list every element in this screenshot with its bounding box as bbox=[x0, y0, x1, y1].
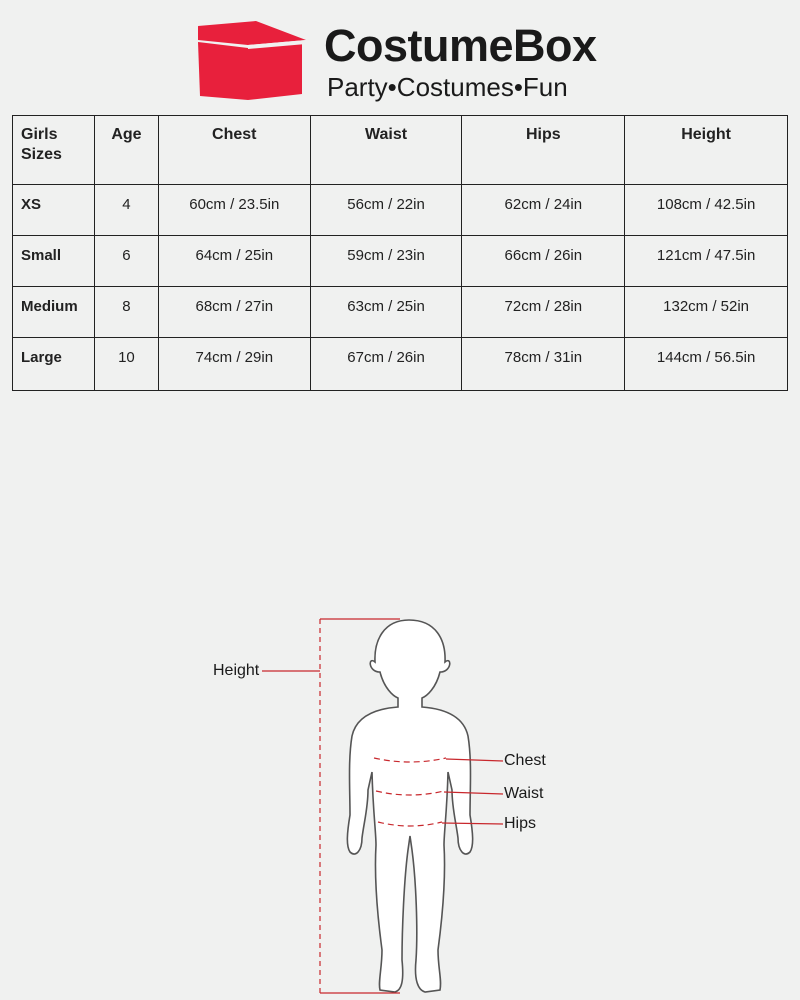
height-label: Height bbox=[213, 662, 260, 679]
cell-waist: 56cm / 22in bbox=[310, 185, 462, 236]
cell-waist: 63cm / 25in bbox=[310, 287, 462, 338]
cell-hips: 66cm / 26in bbox=[462, 236, 625, 287]
height-guide bbox=[262, 619, 400, 993]
header-chest: Chest bbox=[158, 116, 310, 185]
cell-age: 6 bbox=[94, 236, 158, 287]
cell-size: XS bbox=[13, 185, 95, 236]
cell-chest: 68cm / 27in bbox=[158, 287, 310, 338]
table-header-row bbox=[13, 116, 788, 185]
cell-height: 121cm / 47.5in bbox=[625, 236, 788, 287]
header-waist: Waist bbox=[310, 116, 462, 185]
cell-age: 10 bbox=[94, 338, 158, 391]
cell-chest: 60cm / 23.5in bbox=[158, 185, 310, 236]
cell-chest: 74cm / 29in bbox=[158, 338, 310, 391]
cell-hips: 78cm / 31in bbox=[462, 338, 625, 391]
header-age: Age bbox=[94, 116, 158, 185]
cell-waist: 67cm / 26in bbox=[310, 338, 462, 391]
chest-label: Chest bbox=[504, 752, 546, 769]
cell-hips: 62cm / 24in bbox=[462, 185, 625, 236]
size-chart-table bbox=[12, 115, 788, 391]
cell-size: Small bbox=[13, 236, 95, 287]
waist-label: Waist bbox=[504, 785, 544, 802]
brand-name: CostumeBox bbox=[324, 20, 597, 71]
cell-height: 108cm / 42.5in bbox=[625, 185, 788, 236]
header-hips: Hips bbox=[462, 116, 625, 185]
brand-tagline: Party•Costumes•Fun bbox=[327, 72, 568, 102]
hips-label: Hips bbox=[504, 815, 537, 832]
cell-height: 144cm / 56.5in bbox=[625, 338, 788, 391]
cell-size: Medium bbox=[13, 287, 95, 338]
table-row bbox=[13, 185, 788, 236]
measurement-guides bbox=[374, 758, 503, 826]
cell-waist: 59cm / 23in bbox=[310, 236, 462, 287]
cell-chest: 64cm / 25in bbox=[158, 236, 310, 287]
cell-size: Large bbox=[13, 338, 95, 391]
costumebox-logo bbox=[196, 18, 616, 104]
cell-hips: 72cm / 28in bbox=[462, 287, 625, 338]
cell-height: 132cm / 52in bbox=[625, 287, 788, 338]
header-girls-sizes: Girls Sizes bbox=[13, 116, 95, 185]
child-silhouette-icon bbox=[347, 620, 472, 992]
table-row bbox=[13, 338, 788, 391]
box-icon bbox=[196, 18, 308, 102]
table-row bbox=[13, 287, 788, 338]
header-height: Height bbox=[625, 116, 788, 185]
cell-age: 8 bbox=[94, 287, 158, 338]
table-row bbox=[13, 236, 788, 287]
cell-age: 4 bbox=[94, 185, 158, 236]
